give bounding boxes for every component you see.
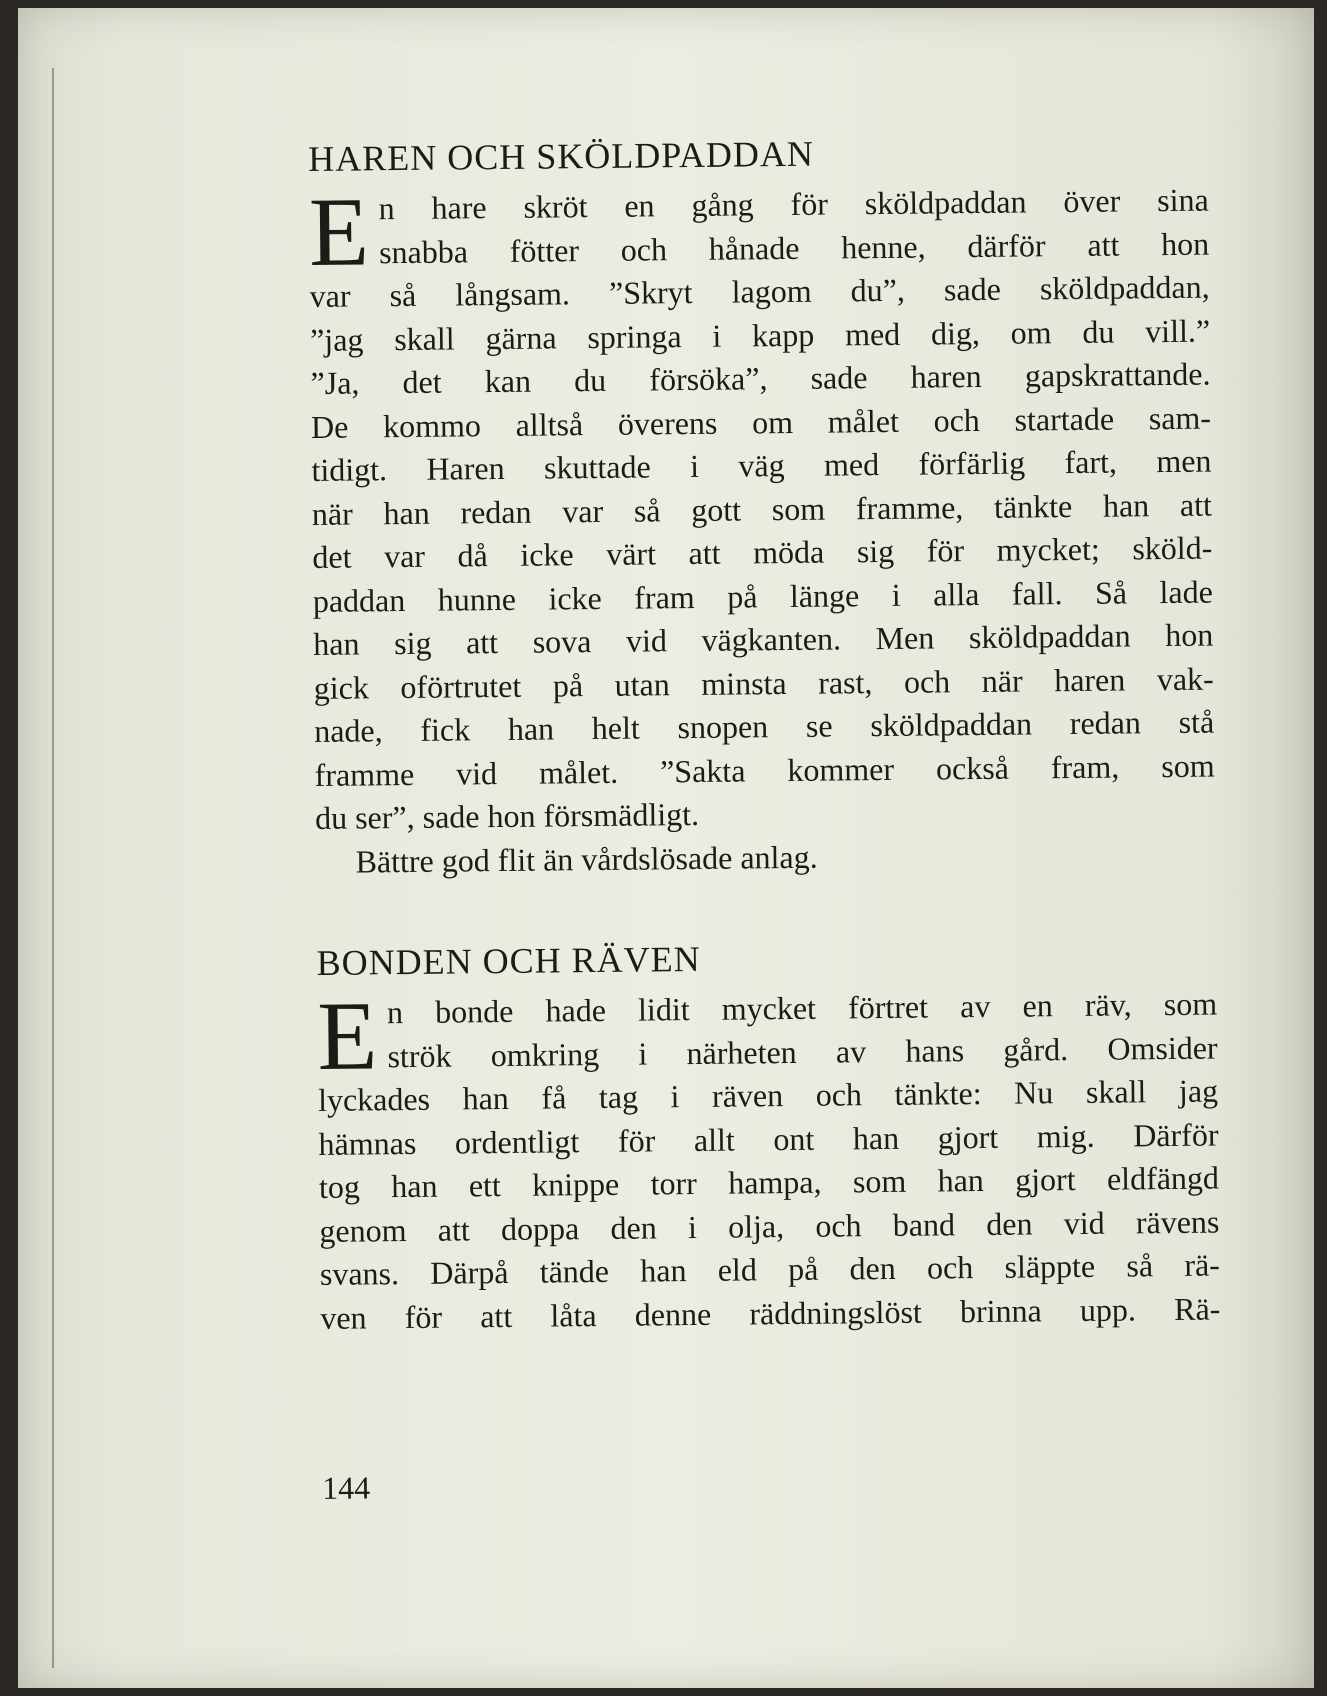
text-line: n bonde hade lidit mycket förtret av en räv, som (386, 985, 1218, 1031)
book-page (18, 8, 1314, 1688)
story-haren-och-skoldpaddan (308, 129, 1216, 884)
story-text (317, 983, 1221, 1340)
page-number: 144 (321, 1469, 371, 1506)
drop-cap: E (316, 982, 378, 1091)
text-line: ven för att låta denne räddningslöst brinna upp. Rä- (320, 1290, 1221, 1336)
text-line: han sig att sova vid vägkanten. Men sköldpaddan hon (313, 616, 1214, 662)
text-line: strök omkring i närheten av hans gård. Omsider (387, 1029, 1218, 1074)
text-line: De kommo alltså överens om målet och startade sam- (310, 399, 1212, 445)
text-line: n hare skröt en gång för sköldpaddan över sina (378, 181, 1209, 227)
text-line: genom att doppa den i olja, och band den vid rävens (319, 1203, 1220, 1249)
story-title: BONDEN OCH RÄVEN (316, 938, 701, 983)
text-line: svans. Därpå tände han eld på den och släppte så rä- (319, 1246, 1221, 1292)
drop-cap: E (308, 178, 370, 287)
text-line: var så långsam. ”Skryt lagom du”, sade sköldpaddan, (309, 268, 1210, 314)
text-line: paddan hunne icke fram på länge i alla fall. Så lade (312, 573, 1213, 619)
story-bonden-och-raven (316, 933, 1220, 1340)
text-line: ”jag skall gärna springa i kapp med dig, om du vill.” (309, 312, 1211, 358)
text-line: du ser”, sade hon försmädligt. (314, 795, 700, 836)
text-line: nade, fick han helt snopen se sköldpaddan redan stå (314, 703, 1215, 749)
text-block (308, 129, 1221, 1506)
text-line: tog han ett knippe torr hampa, som han gjort eldfängd (318, 1159, 1220, 1205)
story-text (309, 179, 1216, 841)
text-line: när han redan var så gott som framme, tänkte han att (311, 486, 1213, 532)
text-line: lyckades han få tag i räven och tänkte: Nu skall jag (317, 1072, 1219, 1118)
page-edge-line (52, 68, 54, 1668)
text-line: det var då icke värt att möda sig för mycket; sköld- (312, 529, 1213, 575)
text-line: framme vid målet. ”Sakta kommer också fram, som (314, 747, 1215, 793)
text-line: snabba fötter och hånade henne, därför att hon (378, 225, 1210, 270)
text-line: ”Ja, det kan du försöka”, sade haren gapskrattande. (310, 355, 1211, 401)
story-moral: Bättre god flit än vårdslösade anlag. (355, 838, 818, 880)
text-line: tidigt. Haren skuttade i väg med förfärlig fart, men (311, 442, 1212, 488)
text-line: hämnas ordentligt för allt ont han gjort mig. Därför (318, 1116, 1219, 1162)
story-title: HAREN OCH SKÖLDPADDAN (308, 133, 815, 179)
text-line: gick oförtrutet på utan minsta rast, och när haren vak- (313, 660, 1214, 706)
